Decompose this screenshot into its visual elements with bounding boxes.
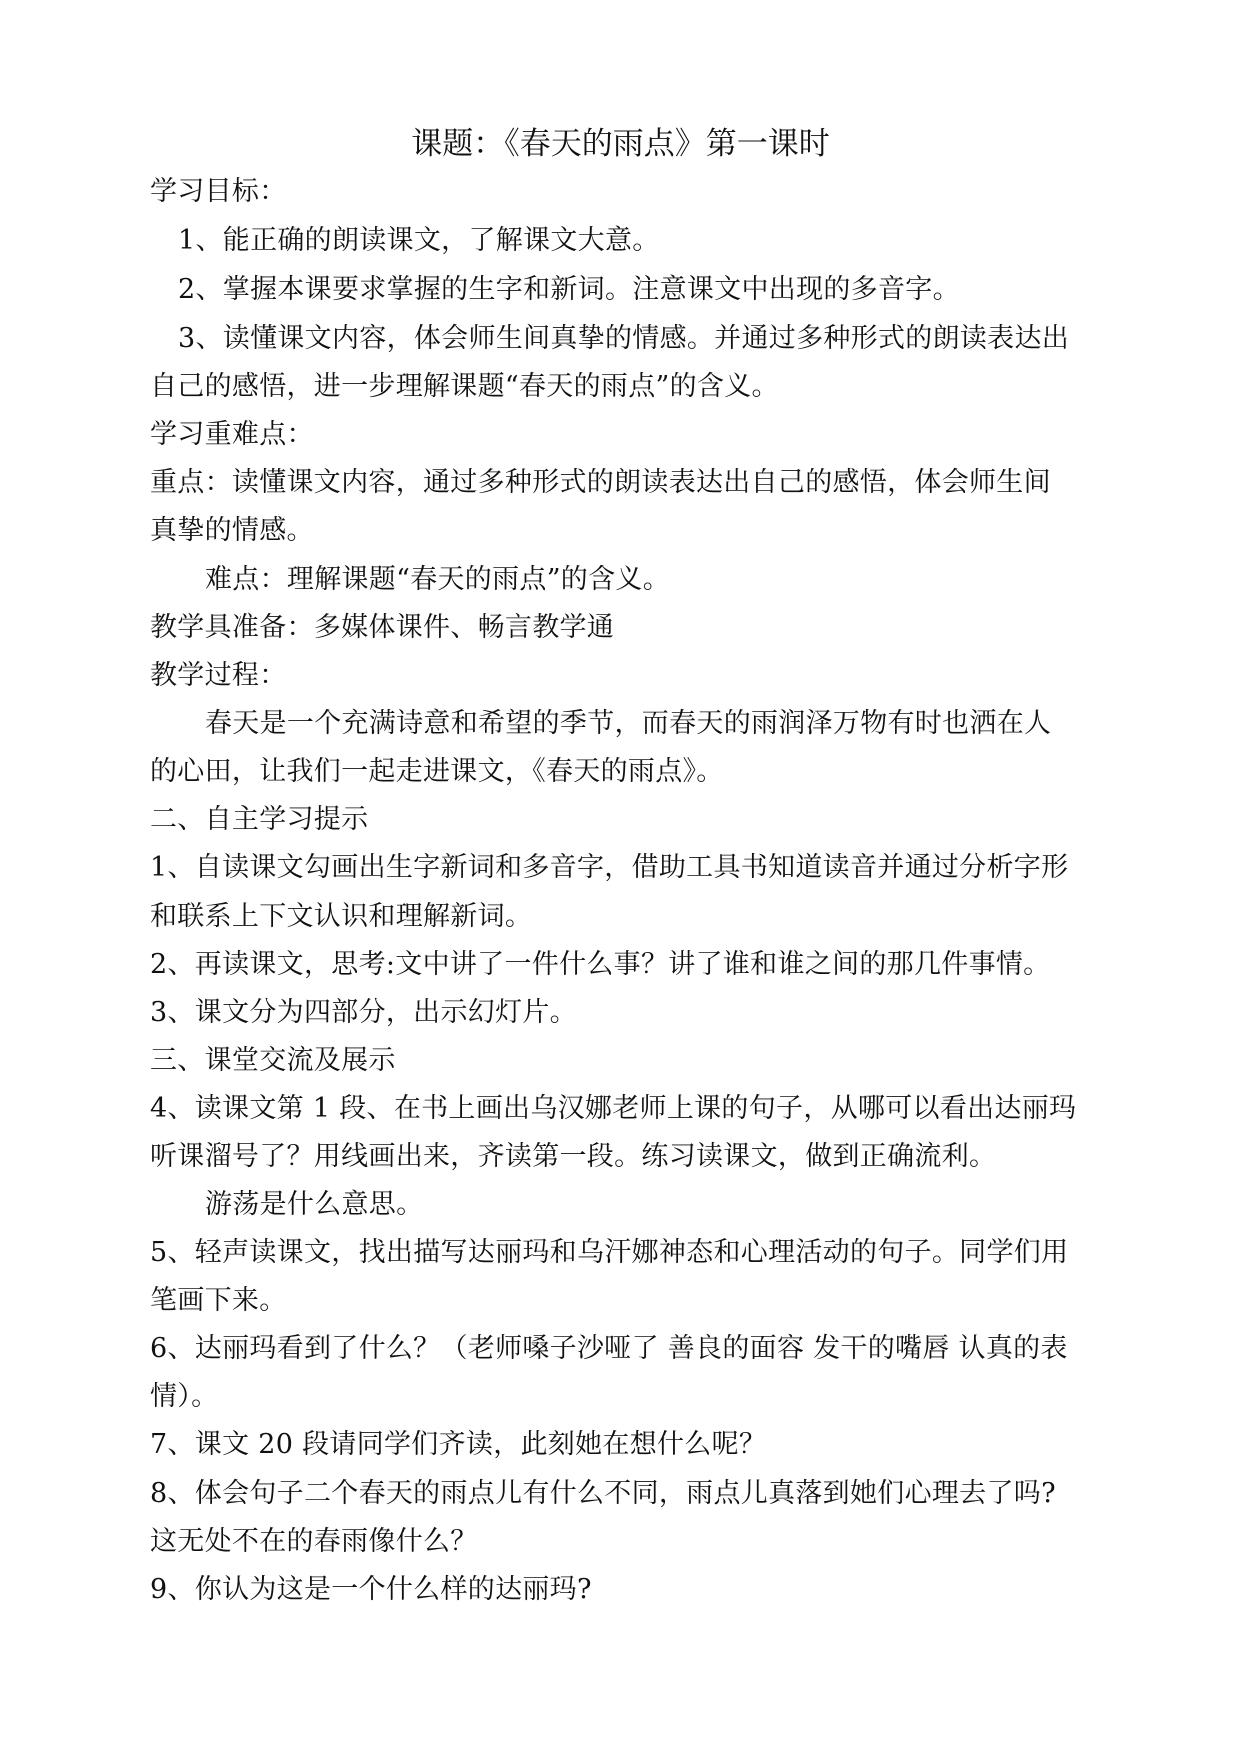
objective-item: 3、读懂课文内容，体会师生间真挚的情感。并通过多种形式的朗读表达出 xyxy=(178,323,1070,354)
objective-item: 2、掌握本课要求掌握的生字和新词。注意课文中出现的多音字。 xyxy=(178,274,960,305)
section-heading-process: 教学过程： xyxy=(150,660,287,691)
process-item-continued: 这无处不在的春雨像什么？ xyxy=(150,1526,478,1557)
objective-item: 1、能正确的朗读课文，了解课文大意。 xyxy=(178,225,660,256)
objective-item-continued: 自己的感悟，进一步理解课题“春天的雨点”的含义。 xyxy=(150,371,779,402)
process-item: 5、轻声读课文，找出描写达丽玛和乌汗娜神态和心理活动的句子。同学们用 xyxy=(150,1237,1069,1268)
page-title: 课题：《春天的雨点》第一课时 xyxy=(411,126,830,162)
process-item: 8、体会句子二个春天的雨点儿有什么不同，雨点儿真落到她们心理去了吗? xyxy=(150,1478,1056,1509)
process-item: 2、再读课文，思考:文中讲了一件什么事？讲了谁和谁之间的那几件事情。 xyxy=(150,949,1051,980)
section-heading-focus: 学习重难点： xyxy=(150,419,314,450)
process-item: 1、自读课文勾画出生字新词和多音字，借助工具书知道读音并通过分析字形 xyxy=(150,852,1069,883)
process-item: 4、读课文第 1 段、在书上画出乌汉娜老师上课的句子，从哪可以看出达丽玛 xyxy=(150,1093,1077,1124)
process-item-continued: 情）。 xyxy=(150,1381,219,1412)
process-item-continued: 听课溜号了？用线画出来，齐读第一段。练习读课文，做到正确流利。 xyxy=(150,1141,997,1172)
focus-point: 重点：读懂课文内容，通过多种形式的朗读表达出自己的感悟，体会师生间 xyxy=(150,467,1051,498)
process-item-continued: 笔画下来。 xyxy=(150,1285,287,1316)
section-heading-exchange: 三、课堂交流及展示 xyxy=(150,1045,396,1076)
intro-paragraph: 春天是一个充满诗意和希望的季节，而春天的雨润泽万物有时也洒在人 xyxy=(205,708,1052,739)
focus-point-continued: 真挚的情感。 xyxy=(150,515,314,546)
process-item: 9、你认为这是一个什么样的达丽玛? xyxy=(150,1574,592,1605)
difficulty-point: 难点：理解课题“春天的雨点”的含义。 xyxy=(205,564,671,595)
section-heading-objectives: 学习目标： xyxy=(150,176,287,207)
process-item: 6、达丽玛看到了什么？（老师嗓子沙哑了 善良的面容 发干的嘴唇 认真的表 xyxy=(150,1333,1068,1364)
teaching-materials: 教学具准备：多媒体课件、畅言教学通 xyxy=(150,612,615,643)
section-heading-self-study: 二、自主学习提示 xyxy=(150,804,369,835)
process-note: 游荡是什么意思。 xyxy=(205,1189,424,1220)
intro-paragraph-continued: 的心田，让我们一起走进课文，《春天的雨点》。 xyxy=(150,756,724,787)
process-item-continued: 和联系上下文认识和理解新词。 xyxy=(150,901,533,932)
process-item: 3、课文分为四部分，出示幻灯片。 xyxy=(150,997,577,1028)
process-item: 7、课文 20 段请同学们齐读，此刻她在想什么呢？ xyxy=(150,1429,767,1460)
